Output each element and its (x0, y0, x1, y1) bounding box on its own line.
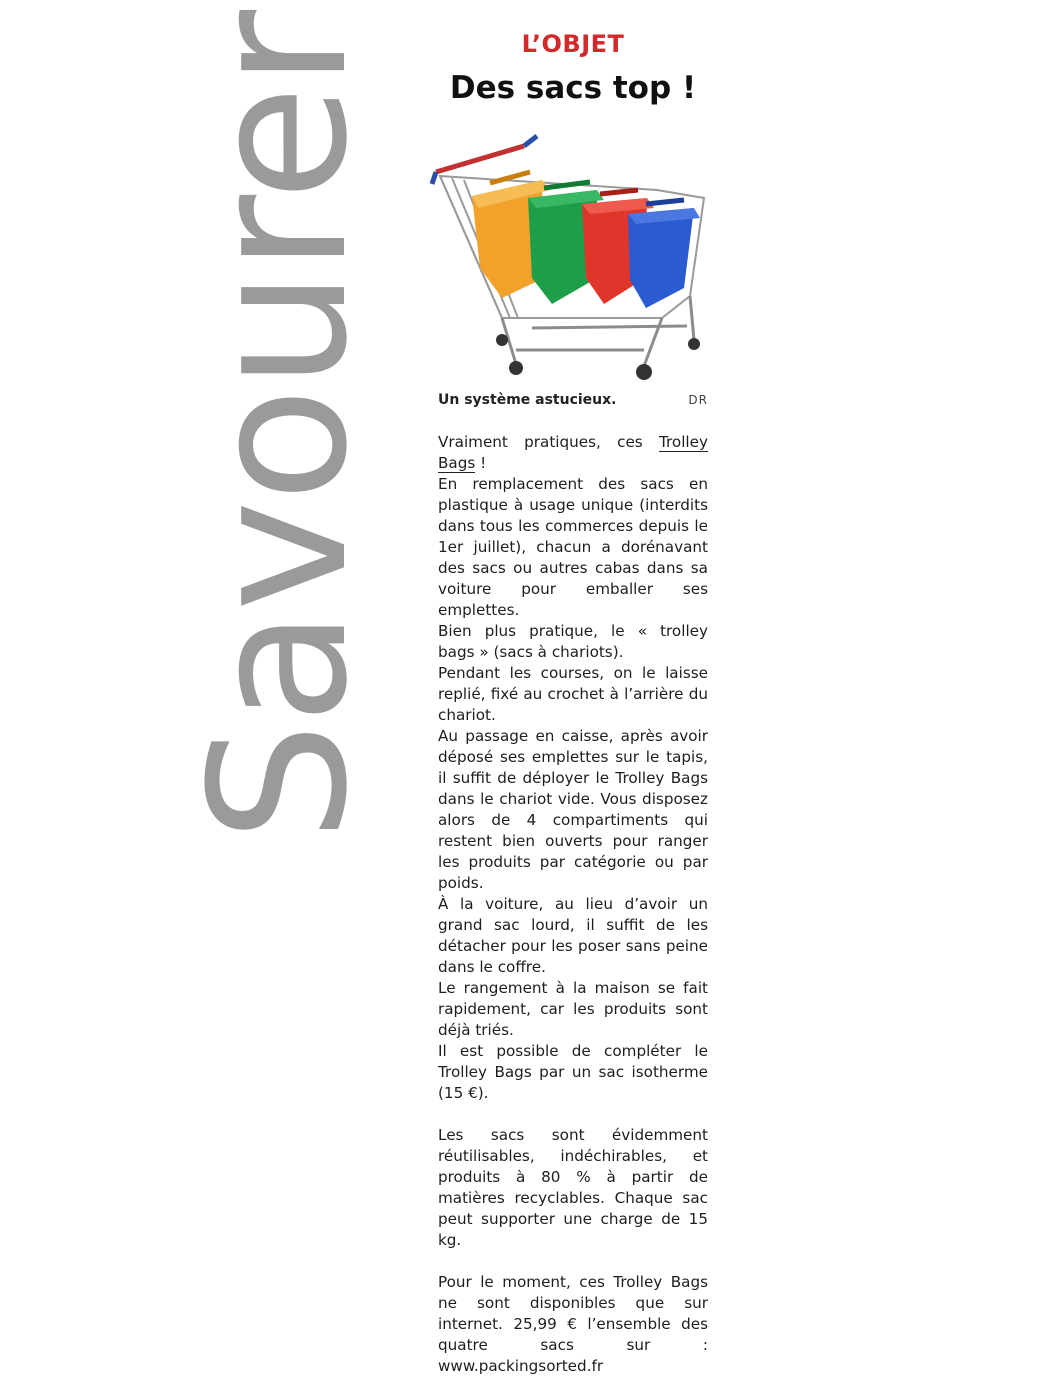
intro-after: ! (475, 454, 487, 472)
article-paragraph: Le rangement à la maison se fait rapidement, car les produits sont déjà triés. (438, 979, 708, 1039)
article-intro (438, 432, 708, 474)
cart-base (502, 296, 694, 366)
cart-wheels (496, 334, 700, 380)
intro-before: Vraiment pratiques, ces (438, 433, 659, 451)
trolley-bags-link[interactable]: Trolley Bags (438, 433, 708, 472)
article-body (438, 432, 708, 1377)
article-paragraph: Il est possible de compléter le Trolley Bags par un sac isotherme (15 €). (438, 1042, 708, 1102)
article-paragraph-buy: Pour le moment, ces Trolley Bags ne sont disponibles que sur internet. 25,99 € l’ensemble des quatre sacs sur : www.packingsorted.fr (438, 1273, 708, 1375)
photo-caption: Un système astucieux. (438, 392, 617, 408)
section-label: Savourer (170, 11, 389, 842)
article-paragraph: En remplacement des sacs en plastique à usage unique (interdits dans tous les commerces depuis le 1er juillet), chacun a dorénavant des sacs ou autres cabas dans sa voiture pour emballer ses emplettes. (438, 475, 708, 619)
trolley-bags-photo (432, 128, 712, 388)
bag-blue (628, 200, 700, 308)
article-paragraph-eco: Les sacs sont évidemment réutilisables, indéchirables, et produits à 80 % à partir de matières recyclables. Chaque sac peut supporter une charge de 15 kg. (438, 1126, 708, 1249)
article-paragraph: Pendant les courses, on le laisse replié, fixé au crochet à l’arrière du chariot. (438, 664, 708, 724)
article-headline: Des sacs top ! (449, 70, 697, 106)
photo-credit: DR (688, 393, 708, 407)
article-paragraph: À la voiture, au lieu d’avoir un grand sac lourd, il suffit de les détacher pour les poser sans peine dans le coffre. (438, 895, 708, 976)
article-kicker: L’OBJET (521, 30, 625, 58)
section-label-wrap (170, 11, 389, 842)
article-paragraph: Au passage en caisse, après avoir déposé ses emplettes sur le tapis, il suffit de déployer le Trolley Bags dans le chariot vide. Vous disposez alors de 4 compartiments qui restent bien ouverts pour ranger les produits par catégorie ou par poids. (438, 727, 708, 892)
photo-caption-row (438, 392, 708, 412)
article-paragraph: Bien plus pratique, le « trolley bags » (sacs à chariots). (438, 622, 708, 661)
